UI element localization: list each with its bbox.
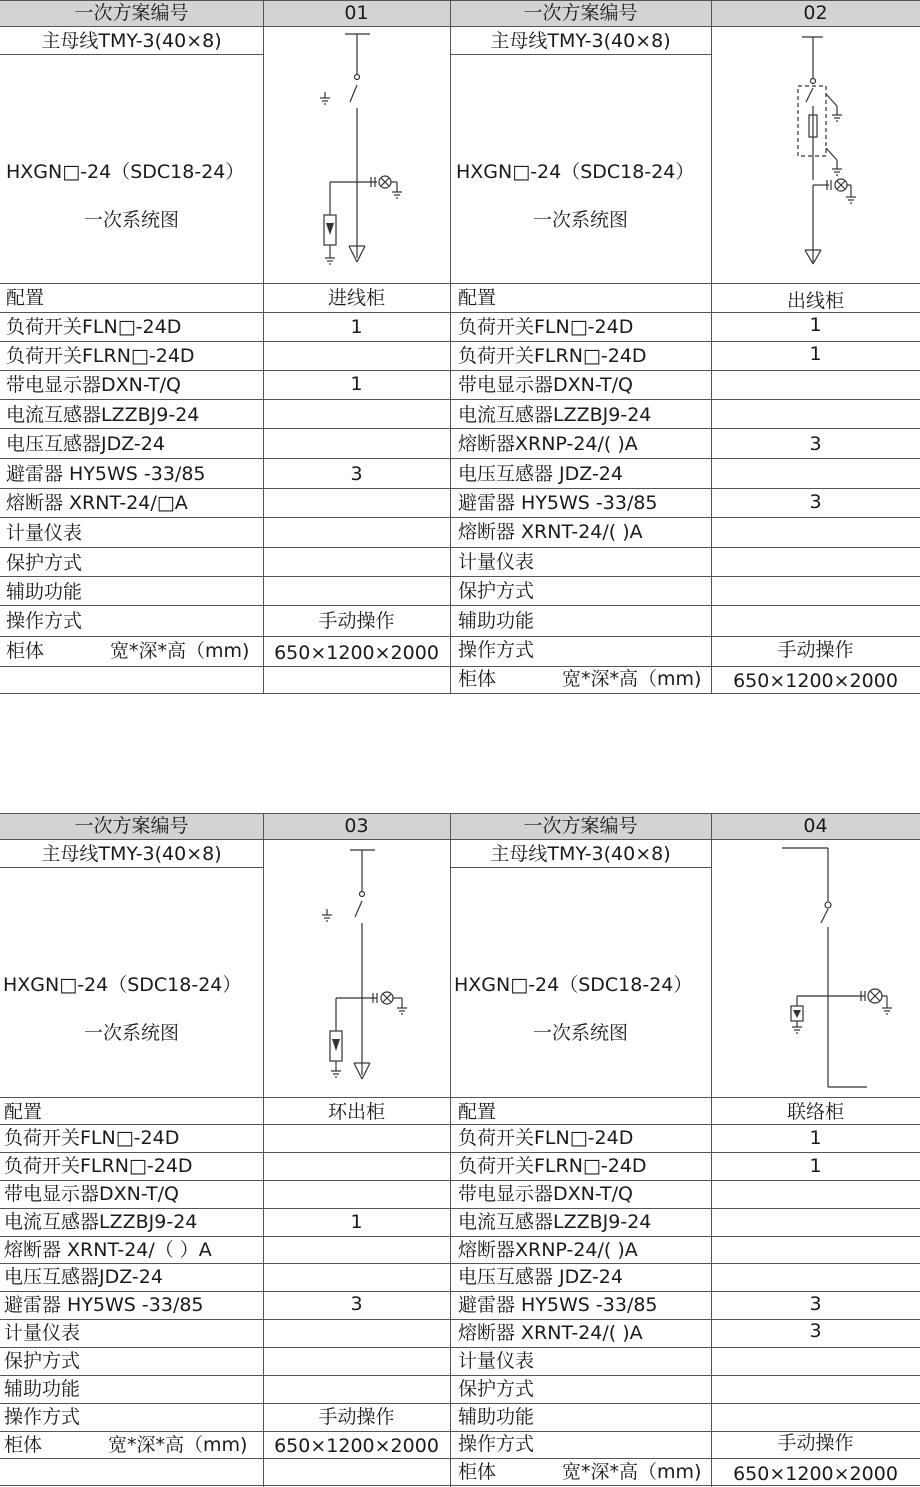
dims-label: 宽*深*高（mm) xyxy=(108,1434,248,1456)
header-label: 一次方案编号 xyxy=(523,2,638,24)
dims-value: 650×1200×2000 xyxy=(733,670,898,692)
cabinet-type: 进线柜 xyxy=(327,287,385,309)
config-row-label: 保护方式 xyxy=(458,580,535,602)
config-row-label: 电压互感器JDZ-24 xyxy=(6,433,165,455)
busbar-label: 主母线TMY-3(40×8) xyxy=(490,843,671,865)
config-row-value: 手动操作 xyxy=(318,1406,395,1428)
scheme-number: 04 xyxy=(803,815,828,837)
config-row-label: 负荷开关FLN□-24D xyxy=(458,316,634,338)
scheme-number: 02 xyxy=(803,2,828,24)
config-row-label: 操作方式 xyxy=(6,610,83,632)
config-row-label: 辅助功能 xyxy=(4,1378,81,1400)
config-row-label: 熔断器XRNP-24/( )A xyxy=(458,1239,638,1261)
config-row-label: 保护方式 xyxy=(4,1350,81,1372)
config-row-label: 保护方式 xyxy=(458,1378,535,1400)
config-row-value: 手动操作 xyxy=(777,1432,854,1454)
config-row-value: 1 xyxy=(809,314,822,336)
config-row-label: 负荷开关FLRN□-24D xyxy=(6,345,195,367)
scheme-number: 03 xyxy=(344,815,369,837)
config-row-label: 熔断器 XRNT-24/( )A xyxy=(458,521,643,543)
busbar-label: 主母线TMY-3(40×8) xyxy=(490,30,671,52)
config-row-label: 辅助功能 xyxy=(6,581,83,603)
config-row-value: 手动操作 xyxy=(318,610,395,632)
config-row-label: 避雷器 HY5WS -33/85 xyxy=(4,1294,204,1316)
model-label: HXGN□-24（SDC18-24） xyxy=(456,161,695,183)
cabinet-type: 出线柜 xyxy=(786,290,844,312)
config-row-label: 避雷器 HY5WS -33/85 xyxy=(458,1294,658,1316)
config-row-value: 3 xyxy=(809,491,822,513)
config-row-value: 3 xyxy=(350,1293,363,1315)
config-row-label: 带电显示器DXN-T/Q xyxy=(4,1183,179,1205)
config-row-label: 熔断器 XRNT-24/( )A xyxy=(458,1322,643,1344)
config-row-label: 保护方式 xyxy=(6,552,83,574)
config-row-label: 负荷开关FLN□-24D xyxy=(6,316,182,338)
body-label: 柜体 xyxy=(458,1461,497,1483)
config-row-label: 负荷开关FLN□-24D xyxy=(458,1127,634,1149)
config-label: 配置 xyxy=(4,1101,43,1123)
config-row-label: 电压互感器 JDZ-24 xyxy=(458,1266,623,1288)
dims-value: 650×1200×2000 xyxy=(733,1463,898,1485)
config-row-value: 1 xyxy=(809,1155,822,1177)
cabinet-type: 联络柜 xyxy=(786,1101,844,1123)
config-row-label: 计量仪表 xyxy=(4,1322,81,1344)
config-row-label: 操作方式 xyxy=(458,639,535,661)
config-row-value: 1 xyxy=(809,343,822,365)
config-row-label: 电压互感器 JDZ-24 xyxy=(458,463,623,485)
config-row-label: 电流互感器LZZBJ9-24 xyxy=(6,404,200,426)
diagram-label: 一次系统图 xyxy=(83,1022,179,1044)
header-label: 一次方案编号 xyxy=(523,815,638,837)
config-row-label: 避雷器 HY5WS -33/85 xyxy=(6,463,206,485)
config-label: 配置 xyxy=(6,287,45,309)
diagram-label: 一次系统图 xyxy=(532,209,628,231)
config-row-value: 1 xyxy=(350,373,363,395)
config-row-label: 负荷开关FLRN□-24D xyxy=(458,1155,647,1177)
config-row-label: 避雷器 HY5WS -33/85 xyxy=(458,492,658,514)
busbar-label: 主母线TMY-3(40×8) xyxy=(41,843,222,865)
config-label: 配置 xyxy=(458,287,497,309)
config-row-label: 熔断器 XRNT-24/□A xyxy=(6,492,188,514)
model-label: HXGN□-24（SDC18-24） xyxy=(3,974,242,996)
scheme-number: 01 xyxy=(344,2,369,24)
config-row-label: 负荷开关FLRN□-24D xyxy=(458,345,647,367)
body-label: 柜体 xyxy=(6,640,45,662)
config-row-label: 电流互感器LZZBJ9-24 xyxy=(4,1211,198,1233)
model-label: HXGN□-24（SDC18-24） xyxy=(6,161,245,183)
config-row-value: 3 xyxy=(809,433,822,455)
model-label: HXGN□-24（SDC18-24） xyxy=(454,974,693,996)
config-row-value: 3 xyxy=(350,463,363,485)
dims-label: 宽*深*高（mm) xyxy=(562,1461,702,1483)
header-label: 一次方案编号 xyxy=(74,2,189,24)
config-row-value: 3 xyxy=(809,1320,822,1342)
config-row-label: 熔断器XRNP-24/( )A xyxy=(458,433,638,455)
config-row-value: 1 xyxy=(809,1127,822,1149)
busbar-label: 主母线TMY-3(40×8) xyxy=(41,30,222,52)
config-row-label: 负荷开关FLN□-24D xyxy=(4,1127,180,1149)
config-row-label: 电压互感器JDZ-24 xyxy=(4,1266,163,1288)
dims-label: 宽*深*高（mm) xyxy=(562,668,702,690)
dims-value: 650×1200×2000 xyxy=(274,1435,439,1457)
config-row-label: 带电显示器DXN-T/Q xyxy=(458,1183,633,1205)
dims-label: 宽*深*高（mm) xyxy=(110,640,250,662)
config-row-label: 操作方式 xyxy=(458,1433,535,1455)
config-label: 配置 xyxy=(458,1101,497,1123)
dims-value: 650×1200×2000 xyxy=(274,642,439,664)
header-label: 一次方案编号 xyxy=(74,815,189,837)
single-line-diagram-tie xyxy=(775,843,905,1093)
single-line-diagram-outgoing xyxy=(780,30,890,275)
cabinet-type: 环出柜 xyxy=(327,1101,385,1123)
config-row-label: 熔断器 XRNT-24/（ ）A xyxy=(4,1239,212,1261)
config-row-label: 电流互感器LZZBJ9-24 xyxy=(458,404,652,426)
config-row-label: 负荷开关FLRN□-24D xyxy=(4,1155,193,1177)
single-line-diagram-loop-out xyxy=(300,843,420,1093)
config-row-label: 计量仪表 xyxy=(6,522,83,544)
config-row-label: 带电显示器DXN-T/Q xyxy=(458,374,633,396)
config-row-label: 辅助功能 xyxy=(458,610,535,632)
body-label: 柜体 xyxy=(458,668,497,690)
config-row-value: 1 xyxy=(350,316,363,338)
config-row-label: 计量仪表 xyxy=(458,551,535,573)
body-label: 柜体 xyxy=(4,1434,43,1456)
config-row-value: 3 xyxy=(809,1293,822,1315)
config-row-label: 计量仪表 xyxy=(458,1350,535,1372)
diagram-label: 一次系统图 xyxy=(83,209,179,231)
diagram-label: 一次系统图 xyxy=(532,1022,628,1044)
config-row-label: 电流互感器LZZBJ9-24 xyxy=(458,1211,652,1233)
config-row-label: 操作方式 xyxy=(4,1406,81,1428)
config-row-label: 带电显示器DXN-T/Q xyxy=(6,374,181,396)
single-line-diagram-incoming xyxy=(300,30,420,280)
config-row-label: 辅助功能 xyxy=(458,1406,535,1428)
config-row-value: 手动操作 xyxy=(777,639,854,661)
config-row-value: 1 xyxy=(350,1211,363,1233)
